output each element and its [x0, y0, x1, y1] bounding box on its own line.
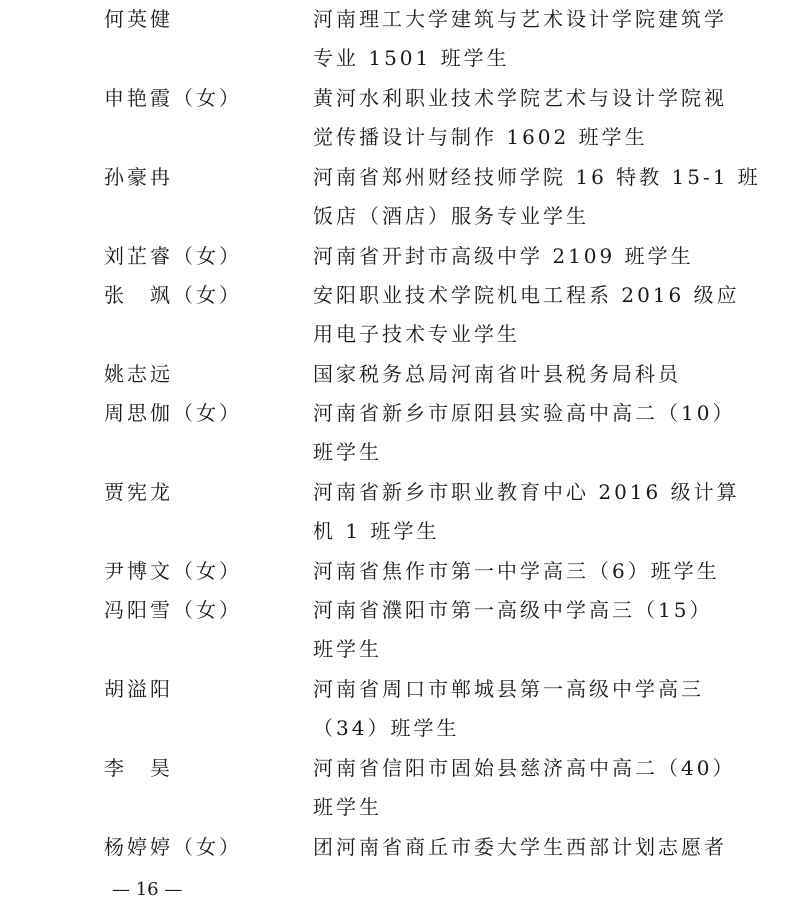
affiliation-line: 安阳职业技术学院机电工程系 2016 级应 — [313, 283, 740, 307]
affiliation-line: 班学生 — [313, 637, 382, 661]
person-name: 李 昊 — [104, 756, 173, 780]
affiliation-line: 河南省焦作市第一中学高三（6）班学生 — [313, 559, 720, 583]
affiliation-line: 机 1 班学生 — [313, 519, 440, 543]
affiliation-line: 河南省周口市郸城县第一高级中学高三 — [313, 677, 704, 701]
person-name: 孙豪冉 — [104, 165, 173, 189]
person-name: 冯阳雪（女） — [104, 598, 242, 622]
affiliation-line: 专业 1501 班学生 — [313, 46, 510, 70]
affiliation-line: 河南省郑州财经技师学院 16 特教 15-1 班 — [313, 165, 761, 189]
person-name: 张 飒（女） — [104, 283, 242, 307]
person-name: 刘芷睿（女） — [104, 244, 242, 268]
affiliation-line: 河南省濮阳市第一高级中学高三（15） — [313, 598, 713, 622]
person-name: 何英健 — [104, 7, 173, 31]
affiliation-line: 河南省开封市高级中学 2109 班学生 — [313, 244, 694, 268]
person-name: 杨婷婷（女） — [104, 835, 242, 859]
affiliation-line: 河南省新乡市原阳县实验高中高二（10） — [313, 401, 736, 425]
affiliation-line: 河南理工大学建筑与艺术设计学院建筑学 — [313, 7, 727, 31]
person-name: 姚志远 — [104, 362, 173, 386]
person-name: 胡溢阳 — [104, 677, 173, 701]
person-name: 周思伽（女） — [104, 401, 242, 425]
affiliation-line: 黄河水利职业技术学院艺术与设计学院视 — [313, 86, 727, 110]
affiliation-line: 班学生 — [313, 440, 382, 464]
affiliation-line: 河南省信阳市固始县慈济高中高二（40） — [313, 756, 736, 780]
person-name: 申艳霞（女） — [104, 86, 242, 110]
affiliation-line: 用电子技术专业学生 — [313, 322, 520, 346]
affiliation-line: 河南省新乡市职业教育中心 2016 级计算 — [313, 480, 740, 504]
affiliation-line: 饭店（酒店）服务专业学生 — [313, 204, 589, 228]
affiliation-line: 国家税务总局河南省叶县税务局科员 — [313, 362, 681, 386]
person-name: 贾宪龙 — [104, 480, 173, 504]
affiliation-line: 团河南省商丘市委大学生西部计划志愿者 — [313, 835, 727, 859]
affiliation-line: （34）班学生 — [313, 716, 460, 740]
page-number: — 16 — — [112, 879, 183, 900]
person-name: 尹博文（女） — [104, 559, 242, 583]
affiliation-line: 觉传播设计与制作 1602 班学生 — [313, 125, 648, 149]
affiliation-line: 班学生 — [313, 795, 382, 819]
